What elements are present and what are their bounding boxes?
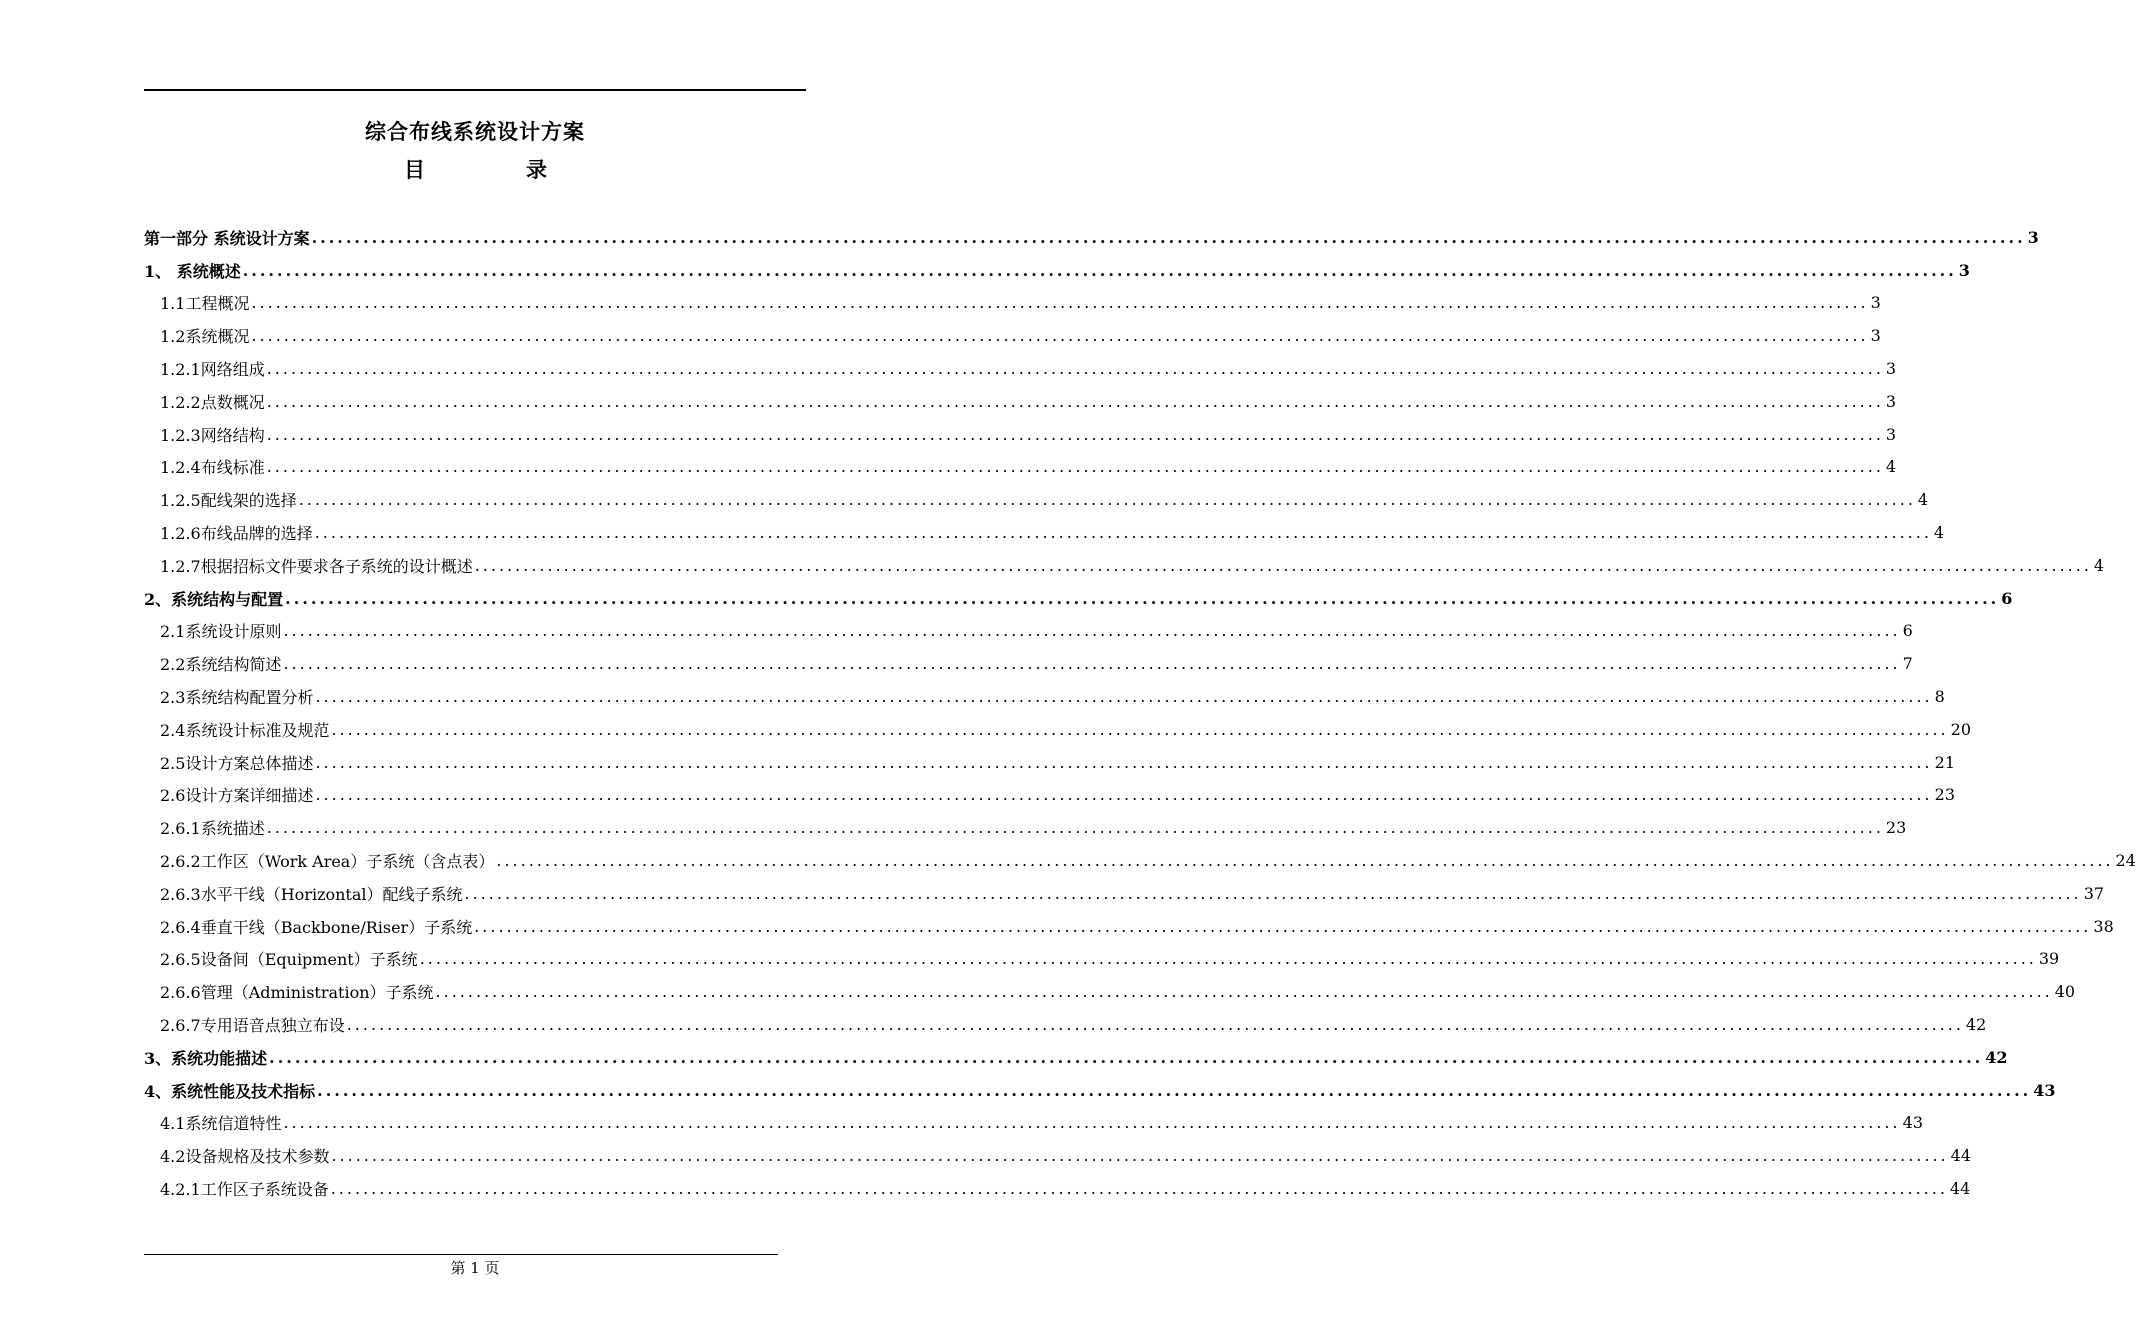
toc-entry-title: 2.6.4垂直干线（Backbone/Riser）子系统 (160, 917, 473, 937)
toc-leader-dots: ........................................................................................................................................................................................................ (474, 916, 2092, 936)
toc-entry[interactable] (144, 516, 1945, 549)
toc-entry-title: 2.6.2工作区（Work Area）子系统（含点表） (160, 852, 495, 872)
document-title: 综合布线系统设计方案 (365, 119, 585, 144)
toc-entry-page: 42 (1965, 1015, 1987, 1035)
table-of-contents (144, 221, 2136, 1205)
toc-entry-page: 3 (1885, 424, 1897, 444)
toc-entry[interactable] (144, 943, 2060, 976)
toc-leader-dots: ........................................................................................................................................................................................................ (317, 1080, 2032, 1100)
toc-entry[interactable] (144, 1074, 2056, 1107)
toc-entry-title: 1.2.5配线架的选择 (160, 491, 297, 511)
toc-entry-page: 6 (2001, 588, 2013, 608)
toc-entry-title: 1.2系统概况 (160, 327, 250, 347)
toc-entry-title: 2.6.1系统描述 (160, 819, 265, 839)
toc-leader-dots: ........................................................................................................................................................................................................ (269, 1047, 1984, 1067)
toc-entry-page: 3 (1958, 260, 1970, 280)
footer-rule (144, 1254, 778, 1255)
toc-entry-title: 1.2.4布线标准 (160, 458, 265, 478)
toc-entry-page: 42 (1985, 1047, 2008, 1067)
toc-entry[interactable] (144, 811, 1907, 844)
toc-entry-page: 4 (1917, 490, 1929, 510)
toc-entry-page: 21 (1934, 752, 1955, 772)
toc-leader-dots: ........................................................................................................................................................................................................ (283, 654, 1901, 674)
toc-leader-dots: ........................................................................................................................................................................................................ (251, 326, 1869, 346)
toc-entry-page: 20 (1950, 719, 1971, 739)
toc-entry[interactable] (144, 975, 2076, 1008)
toc-entry[interactable] (144, 779, 1955, 812)
toc-leader-dots: ........................................................................................................................................................................................................ (298, 490, 1916, 510)
toc-entry-page: 37 (2083, 883, 2105, 903)
page-number: 第 1 页 (450, 1259, 500, 1277)
toc-leader-dots: ........................................................................................................................................................................................................ (331, 719, 1949, 739)
toc-leader-dots: ........................................................................................................................................................................................................ (331, 1146, 1949, 1166)
toc-leader-dots: ........................................................................................................................................................................................................ (266, 359, 1884, 379)
toc-entry-page: 39 (2038, 949, 2060, 969)
toc-entry-page: 23 (1934, 785, 1955, 805)
toc-entry[interactable] (144, 385, 1897, 418)
toc-leader-dots: ........................................................................................................................................................................................................ (314, 523, 1932, 543)
toc-entry-page: 38 (2093, 916, 2114, 936)
toc-entry-title: 2.6.5设备间（Equipment）子系统 (160, 950, 418, 970)
toc-leader-dots: ........................................................................................................................................................................................................ (266, 424, 1884, 444)
toc-entry-page: 8 (1934, 687, 1945, 707)
toc-entry[interactable] (144, 615, 1913, 648)
toc-entry-title: 4.1系统信道特性 (160, 1114, 282, 1134)
toc-entry-title: 1.1工程概况 (160, 294, 250, 314)
toc-entry-title: 4、系统性能及技术指标 (144, 1081, 316, 1101)
toc-entry[interactable] (144, 1041, 2008, 1074)
toc-entry-page: 3 (1885, 391, 1897, 411)
toc-entry[interactable] (144, 910, 2114, 943)
toc-entry-title: 2.5设计方案总体描述 (160, 753, 314, 773)
toc-leader-dots: ........................................................................................................................................................................................................ (285, 588, 2000, 608)
toc-entry-title: 4.2.1工作区子系统设备 (160, 1180, 329, 1199)
toc-entry[interactable] (144, 647, 1913, 680)
toc-entry-page: 6 (1902, 621, 1913, 641)
toc-entry-page: 4 (2093, 555, 2105, 575)
toc-entry-page: 3 (2027, 227, 2039, 247)
toc-leader-dots: ........................................................................................................................................................................................................ (435, 982, 2053, 1002)
toc-entry-title: 1.2.7根据招标文件要求各子系统的设计概述 (160, 556, 473, 576)
toc-heading-left: 目 (404, 157, 425, 182)
toc-heading (0, 154, 950, 184)
toc-leader-dots: ........................................................................................................................................................................................................ (330, 1179, 1948, 1198)
toc-leader-dots: ........................................................................................................................................................................................................ (315, 752, 1933, 772)
toc-entry[interactable] (144, 451, 1897, 484)
toc-entry-title: 1、 系统概述 (144, 261, 241, 281)
toc-entry-title: 2.2系统结构简述 (160, 655, 282, 675)
toc-entry-title: 2.6.6管理（Administration）子系统 (160, 983, 434, 1003)
toc-leader-dots: ........................................................................................................................................................................................................ (283, 1113, 1901, 1133)
toc-entry[interactable] (144, 713, 1971, 746)
toc-leader-dots: ........................................................................................................................................................................................................ (419, 949, 2037, 969)
toc-entry-page: 3 (1870, 293, 1881, 313)
toc-entry-page: 43 (2033, 1080, 2056, 1100)
toc-entry-page: 23 (1885, 818, 1907, 838)
toc-entry-title: 2.1系统设计原则 (160, 622, 282, 642)
toc-entry[interactable] (144, 1008, 1987, 1041)
toc-entry-title: 1.2.6布线品牌的选择 (160, 524, 313, 544)
toc-entry-page: 24 (2115, 851, 2136, 871)
toc-entry[interactable] (144, 1107, 1923, 1140)
toc-leader-dots: ........................................................................................................................................................................................................ (496, 851, 2114, 871)
toc-leader-dots: ........................................................................................................................................................................................................ (315, 687, 1933, 707)
toc-entry-page: 7 (1902, 654, 1913, 674)
toc-entry-title: 4.2设备规格及技术参数 (160, 1147, 330, 1167)
toc-leader-dots: ........................................................................................................................................................................................................ (251, 293, 1869, 313)
toc-entry-title: 2.4系统设计标准及规范 (160, 720, 330, 740)
toc-leader-dots: ........................................................................................................................................................................................................ (242, 260, 1957, 280)
toc-entry-title: 2.6.7专用语音点独立布设 (160, 1016, 345, 1036)
toc-entry-title: 1.2.1网络组成 (160, 360, 265, 380)
toc-entry[interactable] (144, 844, 2136, 877)
toc-entry-title: 2.6.3水平干线（Horizontal）配线子系统 (160, 884, 463, 904)
toc-entry-title: 2.3系统结构配置分析 (160, 688, 314, 708)
toc-entry[interactable] (144, 746, 1955, 779)
toc-entry[interactable] (144, 483, 1929, 516)
toc-entry-page: 4 (1933, 523, 1945, 543)
toc-entry[interactable] (144, 221, 2039, 254)
toc-entry[interactable] (144, 352, 1897, 385)
toc-entry[interactable] (144, 319, 1881, 352)
toc-leader-dots: ........................................................................................................................................................................................................ (266, 457, 1884, 477)
toc-entry-page: 4 (1885, 457, 1897, 477)
toc-entry[interactable] (144, 582, 2013, 615)
toc-heading-right: 录 (526, 157, 547, 182)
toc-entry-title: 第一部分 系统设计方案 (144, 228, 310, 248)
toc-entry[interactable] (144, 1139, 1971, 1172)
toc-entry[interactable] (144, 254, 1970, 287)
toc-entry-title: 3、系统功能描述 (144, 1048, 268, 1068)
toc-entry-page: 40 (2054, 982, 2076, 1002)
header-rule (144, 89, 806, 91)
toc-leader-dots: ........................................................................................................................................................................................................ (266, 818, 1884, 838)
toc-entry-page: 3 (1885, 359, 1897, 379)
toc-entry-title: 2、系统结构与配置 (144, 589, 284, 609)
toc-leader-dots: ........................................................................................................................................................................................................ (283, 621, 1901, 641)
toc-entry[interactable] (144, 287, 1881, 320)
toc-leader-dots: ........................................................................................................................................................................................................ (474, 555, 2092, 575)
toc-entry-title: 1.2.3网络结构 (160, 425, 265, 445)
toc-entry[interactable] (144, 680, 1945, 713)
toc-leader-dots: ........................................................................................................................................................................................................ (464, 883, 2082, 903)
toc-leader-dots: ........................................................................................................................................................................................................ (311, 227, 2026, 247)
toc-leader-dots: ........................................................................................................................................................................................................ (346, 1015, 1964, 1035)
toc-entry-page: 44 (1950, 1146, 1971, 1166)
toc-entry-page: 3 (1870, 326, 1881, 346)
toc-entry-title: 2.6设计方案详细描述 (160, 786, 314, 806)
toc-entry[interactable] (144, 549, 2105, 582)
toc-entry-page: 43 (1902, 1113, 1923, 1133)
toc-entry-title: 1.2.2点数概况 (160, 392, 265, 412)
toc-leader-dots: ........................................................................................................................................................................................................ (266, 391, 1884, 411)
toc-entry[interactable] (144, 1172, 1971, 1205)
toc-entry[interactable] (144, 418, 1897, 451)
toc-entry[interactable] (144, 877, 2105, 910)
toc-leader-dots: ........................................................................................................................................................................................................ (315, 785, 1933, 805)
toc-entry-page: 44 (1949, 1179, 1971, 1198)
